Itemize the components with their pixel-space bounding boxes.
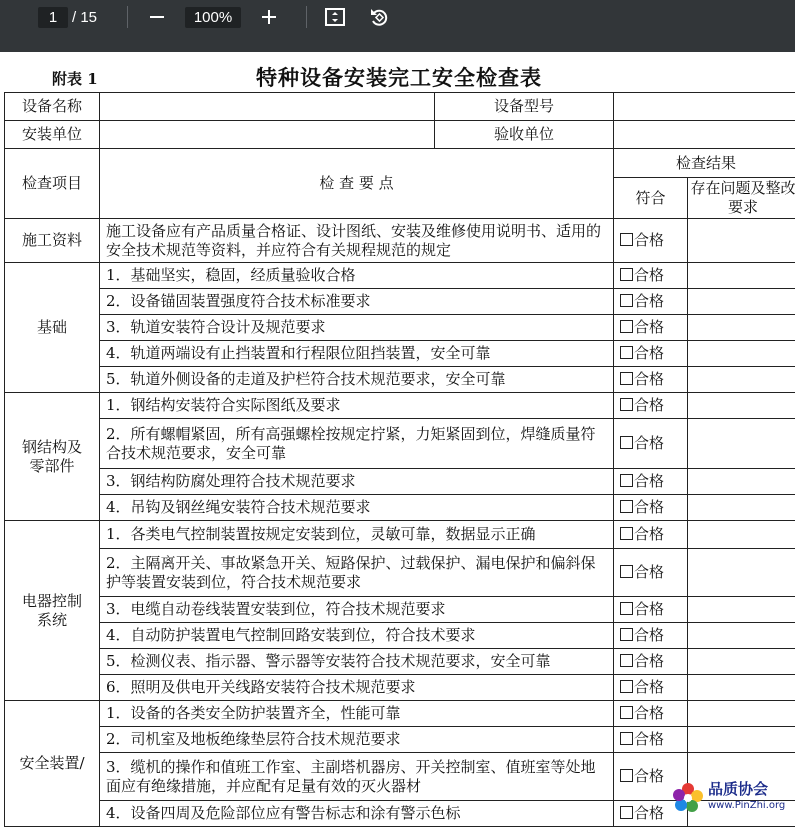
checkbox-label: 合格: [634, 370, 664, 388]
page-number-input[interactable]: 1: [38, 7, 68, 28]
checkbox-square-icon[interactable]: [620, 268, 633, 281]
accept-unit-value[interactable]: [614, 121, 795, 149]
checkbox-label: 合格: [634, 678, 664, 696]
checkbox-label: 合格: [634, 730, 664, 748]
check-requirement: 2．所有螺帽紧固，所有高强螺栓按规定拧紧，力矩紧固到位，焊缝质量符合技术规范要求，安全可靠: [100, 419, 614, 469]
checkbox-label: 合格: [634, 563, 664, 581]
header-conform: 符合: [614, 178, 688, 219]
check-requirement: 3．电缆自动卷线装置安装到位，符合技术规范要求: [100, 597, 614, 623]
issue-cell[interactable]: [688, 341, 795, 367]
issue-cell[interactable]: [688, 623, 795, 649]
checkbox-square-icon[interactable]: [620, 706, 633, 719]
checkbox-square-icon[interactable]: [620, 500, 633, 513]
zoom-in-icon[interactable]: [257, 5, 281, 29]
table-row: [5, 469, 795, 495]
conform-checkbox[interactable]: [614, 649, 688, 675]
check-requirement: 1．基础坚实，稳固，经质量验收合格: [100, 263, 614, 289]
conform-checkbox[interactable]: [614, 263, 688, 289]
table-row: [5, 727, 795, 753]
conform-checkbox[interactable]: [614, 289, 688, 315]
check-requirement: 2．主隔离开关、事故紧急开关、短路保护、过载保护、漏电保护和偏斜保护等装置安装到位，符合技术规范要求: [100, 549, 614, 597]
checkbox-label: 合格: [634, 767, 664, 785]
check-requirement: 4．设备四周及危险部位应有警告标志和涂有警示色标: [100, 801, 614, 827]
table-row: [5, 495, 795, 521]
device-name-value[interactable]: [100, 93, 435, 121]
check-requirement: 3．钢结构防腐处理符合技术规范要求: [100, 469, 614, 495]
checkbox-square-icon[interactable]: [620, 732, 633, 745]
conform-checkbox[interactable]: [614, 367, 688, 393]
check-requirement: 4．吊钩及钢丝绳安装符合技术规范要求: [100, 495, 614, 521]
checkbox-square-icon[interactable]: [620, 654, 633, 667]
checkbox-label: 合格: [634, 231, 664, 249]
conform-checkbox[interactable]: [614, 597, 688, 623]
issue-cell[interactable]: [688, 727, 795, 753]
issue-cell[interactable]: [688, 393, 795, 419]
table-row: [5, 93, 795, 121]
check-requirement: 3．轨道安装符合设计及规范要求: [100, 315, 614, 341]
checkbox-square-icon[interactable]: [620, 602, 633, 615]
checkbox-label: 合格: [634, 525, 664, 543]
annex-label: 附表 1: [52, 68, 98, 89]
conform-checkbox[interactable]: [614, 219, 688, 263]
table-row: [5, 701, 795, 727]
section-name: 施工资料: [5, 219, 100, 263]
check-requirement: 1．钢结构安装符合实际图纸及要求: [100, 393, 614, 419]
table-row: [5, 315, 795, 341]
checkbox-label: 合格: [634, 498, 664, 516]
label-install-unit: 安装单位: [5, 121, 100, 149]
checkbox-label: 合格: [634, 266, 664, 284]
issue-cell[interactable]: [688, 597, 795, 623]
checkbox-label: 合格: [634, 652, 664, 670]
label-device-name: 设备名称: [5, 93, 100, 121]
watermark-logo: [668, 776, 795, 817]
zoom-level-input[interactable]: 100%: [185, 7, 241, 28]
checkbox-square-icon[interactable]: [620, 398, 633, 411]
device-model-value[interactable]: [614, 93, 795, 121]
checkbox-square-icon[interactable]: [620, 320, 633, 333]
issue-cell[interactable]: [688, 495, 795, 521]
table-row: [5, 419, 795, 469]
issue-cell[interactable]: [688, 219, 795, 263]
issue-cell[interactable]: [688, 419, 795, 469]
checkbox-label: 合格: [634, 318, 664, 336]
issue-cell[interactable]: [688, 469, 795, 495]
checkbox-label: 合格: [634, 292, 664, 310]
header-check-result: 检查结果: [614, 149, 795, 178]
conform-checkbox[interactable]: [614, 495, 688, 521]
table-row: [5, 393, 795, 419]
issue-cell[interactable]: [688, 315, 795, 341]
check-requirement: 5．轨道外侧设备的走道及护栏符合技术规范要求，安全可靠: [100, 367, 614, 393]
checkbox-square-icon[interactable]: [620, 565, 633, 578]
table-row: [5, 219, 795, 263]
table-row: [5, 597, 795, 623]
toolbar-divider: [306, 6, 307, 28]
table-row: [5, 623, 795, 649]
table-row: [5, 549, 795, 597]
conform-checkbox[interactable]: [614, 727, 688, 753]
section-name: 基础: [5, 263, 100, 393]
conform-checkbox[interactable]: [614, 549, 688, 597]
check-requirement: 3．缆机的操作和值班工作室、主副塔机器房、开关控制室、值班室等处地面应有绝缘措施，并应配有足量有效的灭火器材: [100, 753, 614, 801]
table-row: [5, 649, 795, 675]
inspection-table: [4, 92, 795, 827]
checkbox-square-icon[interactable]: [620, 628, 633, 641]
checkbox-square-icon[interactable]: [620, 233, 633, 246]
conform-checkbox[interactable]: [614, 623, 688, 649]
checkbox-square-icon[interactable]: [620, 680, 633, 693]
toolbar-divider: [127, 6, 128, 28]
conform-checkbox[interactable]: [614, 469, 688, 495]
conform-checkbox[interactable]: [614, 521, 688, 549]
issue-cell[interactable]: [688, 549, 795, 597]
issue-cell[interactable]: [688, 675, 795, 701]
checkbox-label: 合格: [634, 396, 664, 414]
check-requirement: 4．自动防护装置电气控制回路安装到位，符合技术要求: [100, 623, 614, 649]
checkbox-square-icon[interactable]: [620, 474, 633, 487]
checkbox-label: 合格: [634, 704, 664, 722]
checkbox-square-icon[interactable]: [620, 294, 633, 307]
watermark-url: www.PinZhi.org: [708, 800, 785, 811]
fit-page-icon[interactable]: [323, 5, 347, 29]
check-requirement: 4．轨道两端设有止挡装置和行程限位阻挡装置，安全可靠: [100, 341, 614, 367]
label-device-model: 设备型号: [435, 93, 614, 121]
section-name: 电器控制系统: [5, 521, 100, 701]
check-requirement: 施工设备应有产品质量合格证、设计图纸、安装及维修使用说明书、适用的安全技术规范等资料，并应符合有关规程规范的规定: [100, 219, 614, 263]
zoom-out-icon[interactable]: [145, 5, 169, 29]
page-total: / 15: [72, 7, 97, 28]
table-row: [5, 289, 795, 315]
page-title: 特种设备安装完工安全检查表: [256, 62, 542, 92]
header-check-points: 检 查 要 点: [100, 149, 614, 219]
install-unit-value[interactable]: [100, 121, 435, 149]
header-issues: 存在问题及整改要求: [688, 178, 795, 219]
check-requirement: 2．设备锚固装置强度符合技术标准要求: [100, 289, 614, 315]
table-row: [5, 521, 795, 549]
table-row: [5, 341, 795, 367]
table-header-row: [5, 149, 795, 178]
checkbox-square-icon[interactable]: [620, 372, 633, 385]
conform-checkbox[interactable]: [614, 341, 688, 367]
issue-cell[interactable]: [688, 521, 795, 549]
table-body: [5, 219, 795, 827]
table-row: [5, 263, 795, 289]
table-row: [5, 367, 795, 393]
check-requirement: 1．各类电气控制装置按规定安装到位，灵敏可靠，数据显示正确: [100, 521, 614, 549]
checkbox-label: 合格: [634, 434, 664, 452]
check-requirement: 5．检测仪表、指示器、警示器等安装符合技术规范要求，安全可靠: [100, 649, 614, 675]
checkbox-square-icon[interactable]: [620, 769, 633, 782]
issue-cell[interactable]: [688, 263, 795, 289]
flower-logo-icon: [670, 780, 706, 814]
rotate-icon[interactable]: [367, 5, 391, 29]
conform-checkbox[interactable]: [614, 419, 688, 469]
checkbox-label: 合格: [634, 804, 664, 822]
label-accept-unit: 验收单位: [435, 121, 614, 149]
issue-cell[interactable]: [688, 649, 795, 675]
issue-cell[interactable]: [688, 367, 795, 393]
check-requirement: 2．司机室及地板绝缘垫层符合技术规范要求: [100, 727, 614, 753]
check-requirement: 6．照明及供电开关线路安装符合技术规范要求: [100, 675, 614, 701]
conform-checkbox[interactable]: [614, 315, 688, 341]
conform-checkbox[interactable]: [614, 675, 688, 701]
pdf-toolbar: [0, 0, 795, 52]
conform-checkbox[interactable]: [614, 393, 688, 419]
header-check-item: 检查项目: [5, 149, 100, 219]
checkbox-square-icon[interactable]: [620, 346, 633, 359]
checkbox-square-icon[interactable]: [620, 806, 633, 819]
checkbox-label: 合格: [634, 344, 664, 362]
check-requirement: 1．设备的各类安全防护装置齐全，性能可靠: [100, 701, 614, 727]
section-name: 安全装置/: [5, 701, 100, 827]
section-name: 钢结构及零部件: [5, 393, 100, 521]
table-row: [5, 121, 795, 149]
issue-cell[interactable]: [688, 289, 795, 315]
checkbox-label: 合格: [634, 472, 664, 490]
issue-cell[interactable]: [688, 701, 795, 727]
checkbox-square-icon[interactable]: [620, 436, 633, 449]
table-row: [5, 675, 795, 701]
watermark-brand: 品质协会: [708, 778, 768, 799]
checkbox-label: 合格: [634, 600, 664, 618]
checkbox-label: 合格: [634, 626, 664, 644]
checkbox-square-icon[interactable]: [620, 527, 633, 540]
conform-checkbox[interactable]: [614, 701, 688, 727]
